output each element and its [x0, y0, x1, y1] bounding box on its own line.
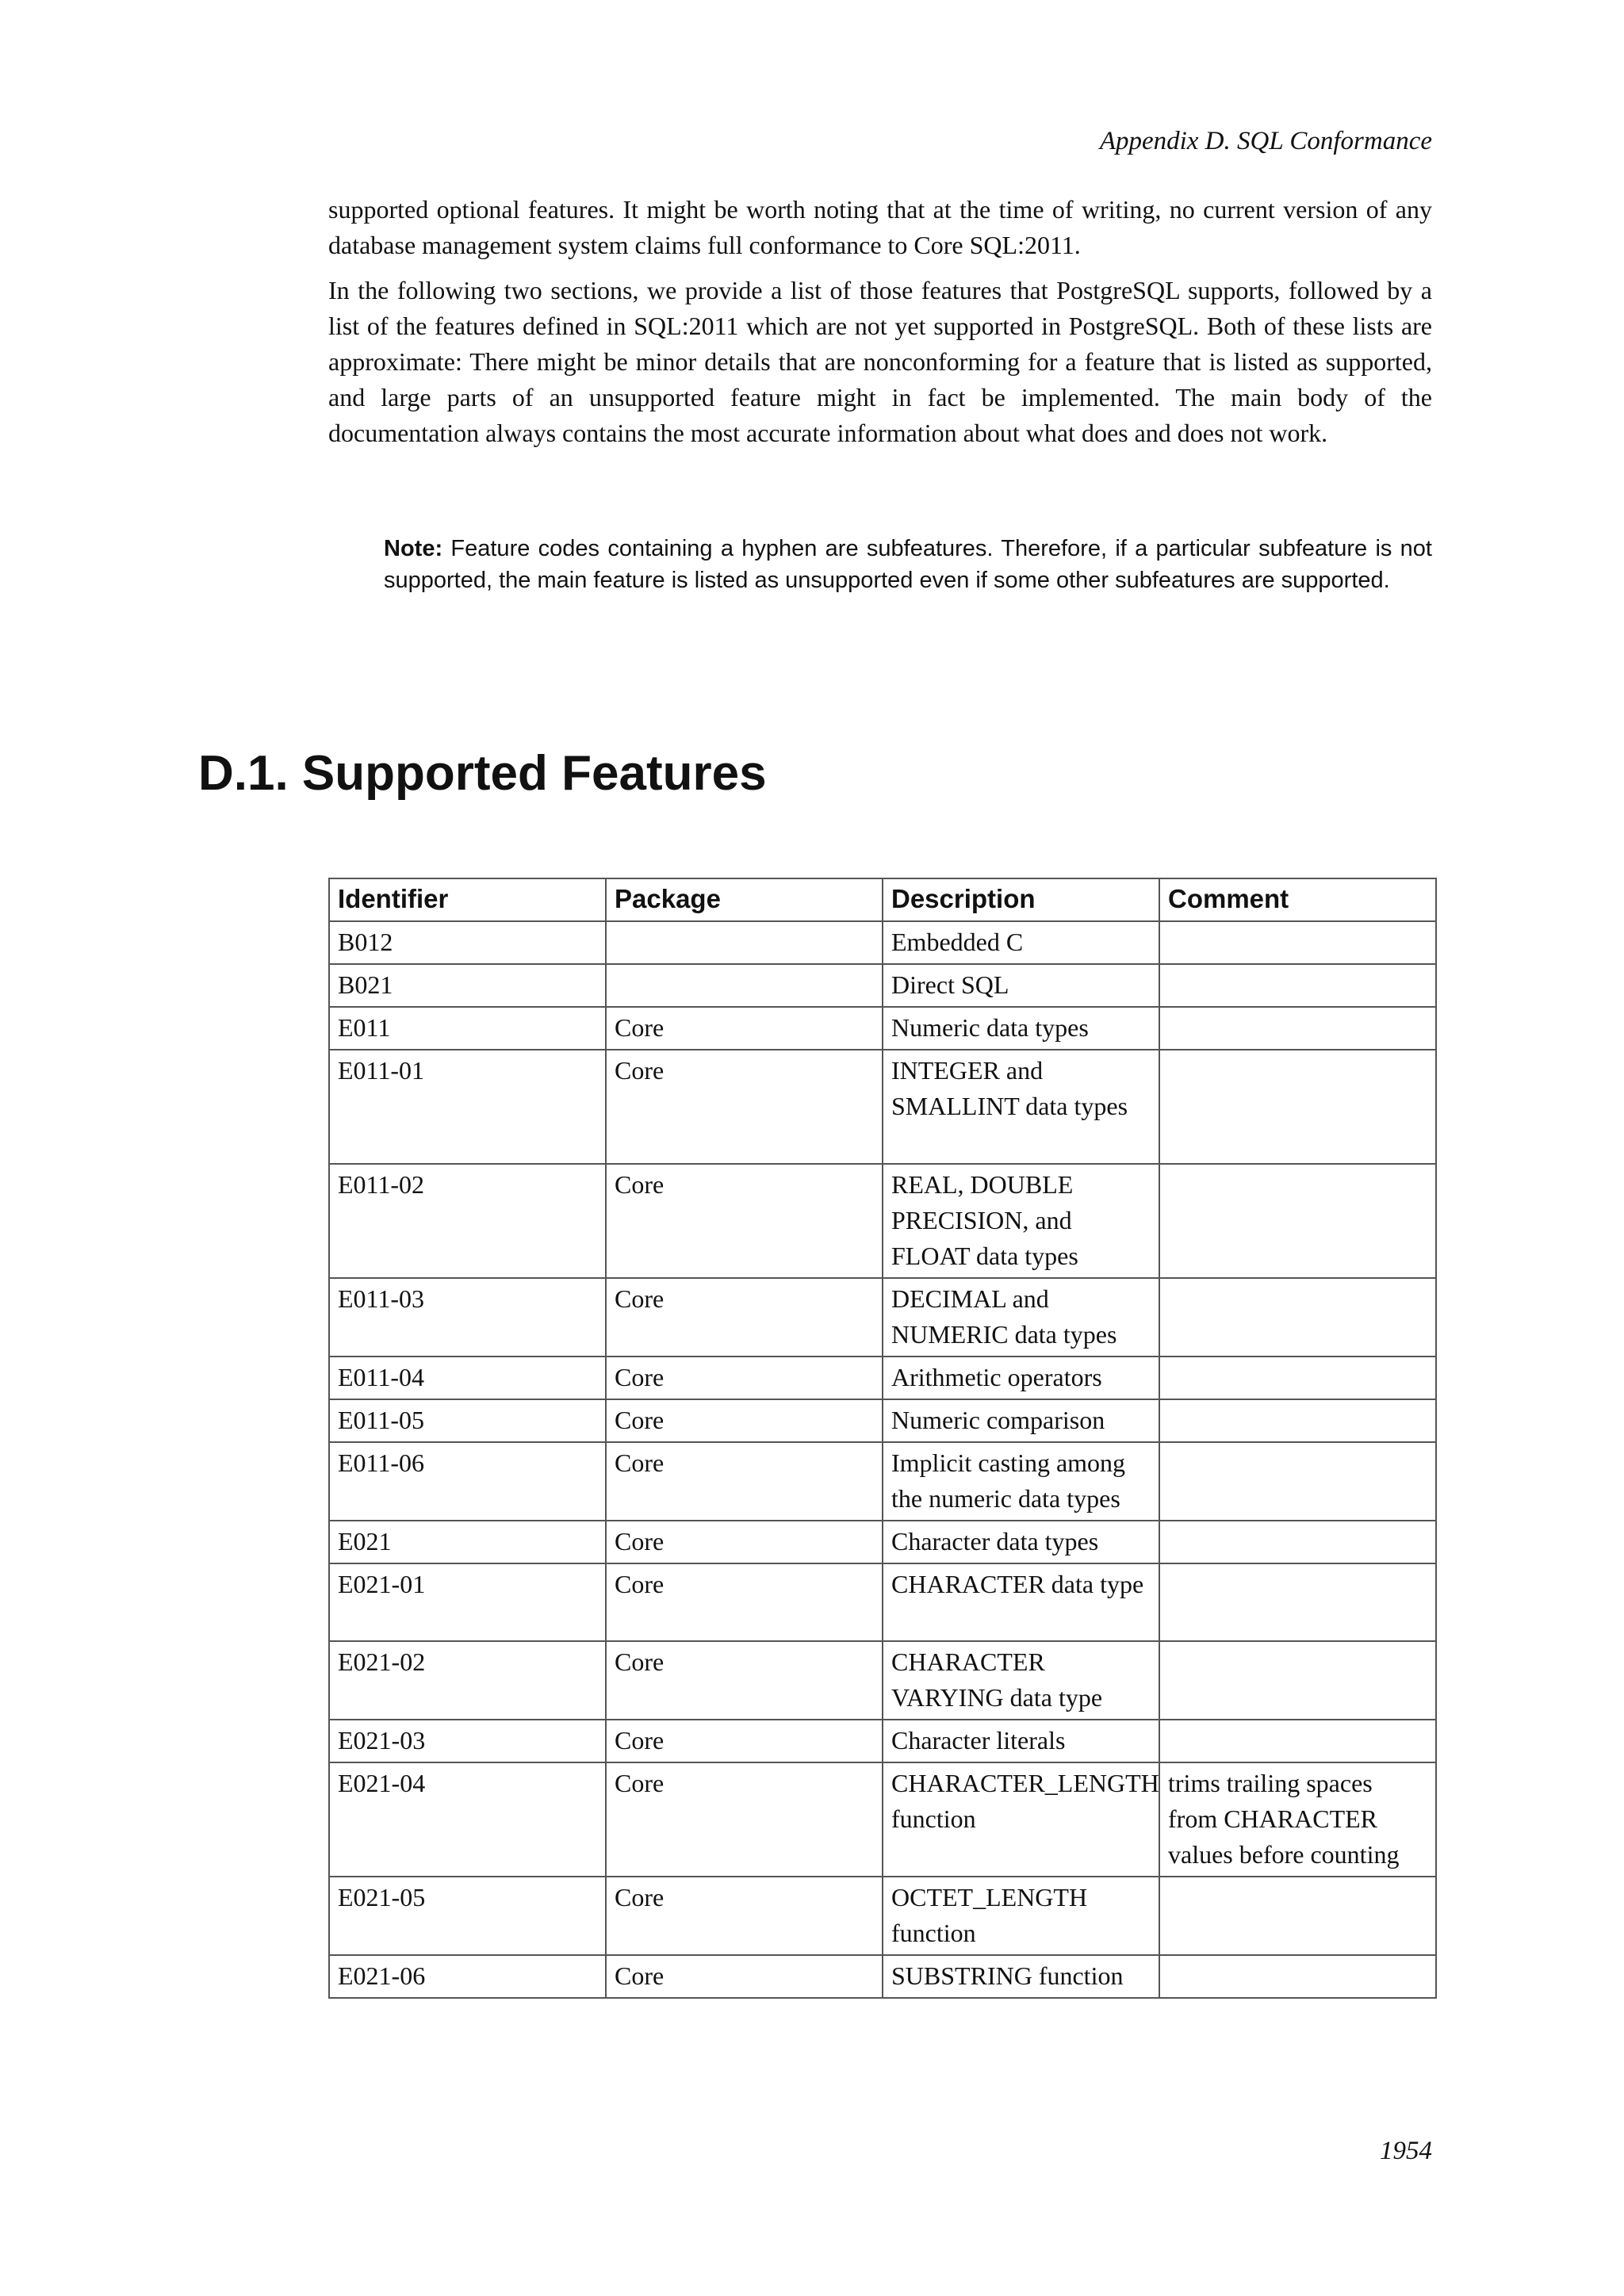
cell-comment	[1159, 1521, 1436, 1563]
table-row	[329, 1442, 1436, 1521]
cell-comment	[1159, 1164, 1436, 1278]
table-body	[329, 921, 1436, 1998]
table-row	[329, 1720, 1436, 1762]
cell-package: Core	[606, 1278, 883, 1357]
table-row	[329, 1641, 1436, 1720]
cell-description: CHARACTER data type	[883, 1563, 1159, 1641]
running-header: Appendix D. SQL Conformance	[1099, 127, 1432, 155]
table-row	[329, 1563, 1436, 1641]
table-row	[329, 1007, 1436, 1050]
cell-comment	[1159, 1877, 1436, 1955]
table-row	[329, 1357, 1436, 1399]
cell-comment	[1159, 1050, 1436, 1164]
cell-comment	[1159, 1007, 1436, 1050]
cell-comment	[1159, 964, 1436, 1007]
cell-description: Numeric comparison	[883, 1399, 1159, 1442]
cell-package: Core	[606, 1563, 883, 1641]
table-row	[329, 1955, 1436, 1998]
cell-comment	[1159, 1442, 1436, 1521]
supported-features-table	[328, 878, 1437, 1999]
cell-identifier: E011-06	[329, 1442, 606, 1521]
cell-identifier: B012	[329, 921, 606, 964]
cell-comment: trims trailing spaces from CHARACTER values before counting	[1159, 1762, 1436, 1877]
cell-description: Character literals	[883, 1720, 1159, 1762]
table-row	[329, 1762, 1436, 1877]
table-row	[329, 1521, 1436, 1563]
table-row	[329, 1164, 1436, 1278]
column-header-identifier: Identifier	[329, 878, 606, 921]
cell-identifier: E021-01	[329, 1563, 606, 1641]
cell-package: Core	[606, 1521, 883, 1563]
cell-description: Embedded C	[883, 921, 1159, 964]
cell-description: DECIMAL and NUMERIC data types	[883, 1278, 1159, 1357]
table-row	[329, 921, 1436, 964]
cell-comment	[1159, 1720, 1436, 1762]
cell-comment	[1159, 1278, 1436, 1357]
table-row	[329, 1278, 1436, 1357]
cell-description: OCTET_LENGTH function	[883, 1877, 1159, 1955]
cell-identifier: E011-01	[329, 1050, 606, 1164]
note-box	[384, 533, 1432, 596]
note-text: Feature codes containing a hyphen are subfeatures. Therefore, if a particular subfeature is not supported, the main feature is listed as unsupported even if some other subfeatures are supported.	[384, 536, 1432, 593]
table-row	[329, 1050, 1436, 1164]
cell-identifier: E011-03	[329, 1278, 606, 1357]
cell-identifier: E021-05	[329, 1877, 606, 1955]
section-heading: D.1. Supported Features	[198, 746, 767, 801]
cell-description: CHARACTER VARYING data type	[883, 1641, 1159, 1720]
cell-comment	[1159, 1563, 1436, 1641]
cell-identifier: E021	[329, 1521, 606, 1563]
column-header-comment: Comment	[1159, 878, 1436, 921]
cell-identifier: E021-03	[329, 1720, 606, 1762]
cell-identifier: E021-02	[329, 1641, 606, 1720]
cell-description: Arithmetic operators	[883, 1357, 1159, 1399]
cell-identifier: E011-02	[329, 1164, 606, 1278]
table-row	[329, 1877, 1436, 1955]
cell-package	[606, 921, 883, 964]
cell-identifier: E011-05	[329, 1399, 606, 1442]
table-row	[329, 964, 1436, 1007]
cell-comment	[1159, 1641, 1436, 1720]
cell-package: Core	[606, 1641, 883, 1720]
cell-package: Core	[606, 1955, 883, 1998]
cell-package: Core	[606, 1007, 883, 1050]
cell-comment	[1159, 1357, 1436, 1399]
cell-package: Core	[606, 1877, 883, 1955]
cell-description: Character data types	[883, 1521, 1159, 1563]
cell-description: Implicit casting among the numeric data types	[883, 1442, 1159, 1521]
table-row	[329, 1399, 1436, 1442]
table-header-row	[329, 878, 1436, 921]
cell-package: Core	[606, 1164, 883, 1278]
page-number: 1954	[1380, 2137, 1432, 2165]
cell-description: INTEGER and SMALLINT data types	[883, 1050, 1159, 1164]
cell-package: Core	[606, 1050, 883, 1164]
cell-package: Core	[606, 1762, 883, 1877]
cell-package: Core	[606, 1357, 883, 1399]
cell-comment	[1159, 1399, 1436, 1442]
cell-package: Core	[606, 1720, 883, 1762]
cell-description: CHARACTER_LENGTH function	[883, 1762, 1159, 1877]
cell-description: SUBSTRING function	[883, 1955, 1159, 1998]
cell-identifier: E021-04	[329, 1762, 606, 1877]
cell-identifier: E011-04	[329, 1357, 606, 1399]
cell-package: Core	[606, 1442, 883, 1521]
paragraph-sections-overview: In the following two sections, we provide a list of those features that PostgreSQL supports, followed by a list of the features defined in SQL:2011 which are not yet supported in PostgreSQL. Both of these lists are approximate: There might be minor details that are nonconforming for a feature that is listed as supported, and large parts of an unsupported feature might in fact be implemented. The main body of the documentation always contains the most accurate information about what does and does not work.	[328, 276, 1432, 447]
body-text	[328, 192, 1432, 461]
cell-package: Core	[606, 1399, 883, 1442]
note-label: Note:	[384, 536, 443, 561]
cell-identifier: B021	[329, 964, 606, 1007]
cell-identifier: E011	[329, 1007, 606, 1050]
cell-package	[606, 964, 883, 1007]
cell-comment	[1159, 1955, 1436, 1998]
paragraph-intro-continued: supported optional features. It might be worth noting that at the time of writing, no current version of any database management system claims full conformance to Core SQL:2011.	[328, 195, 1432, 259]
cell-description: REAL, DOUBLE PRECISION, and FLOAT data types	[883, 1164, 1159, 1278]
cell-comment	[1159, 921, 1436, 964]
cell-identifier: E021-06	[329, 1955, 606, 1998]
cell-description: Numeric data types	[883, 1007, 1159, 1050]
column-header-package: Package	[606, 878, 883, 921]
cell-description: Direct SQL	[883, 964, 1159, 1007]
column-header-description: Description	[883, 878, 1159, 921]
